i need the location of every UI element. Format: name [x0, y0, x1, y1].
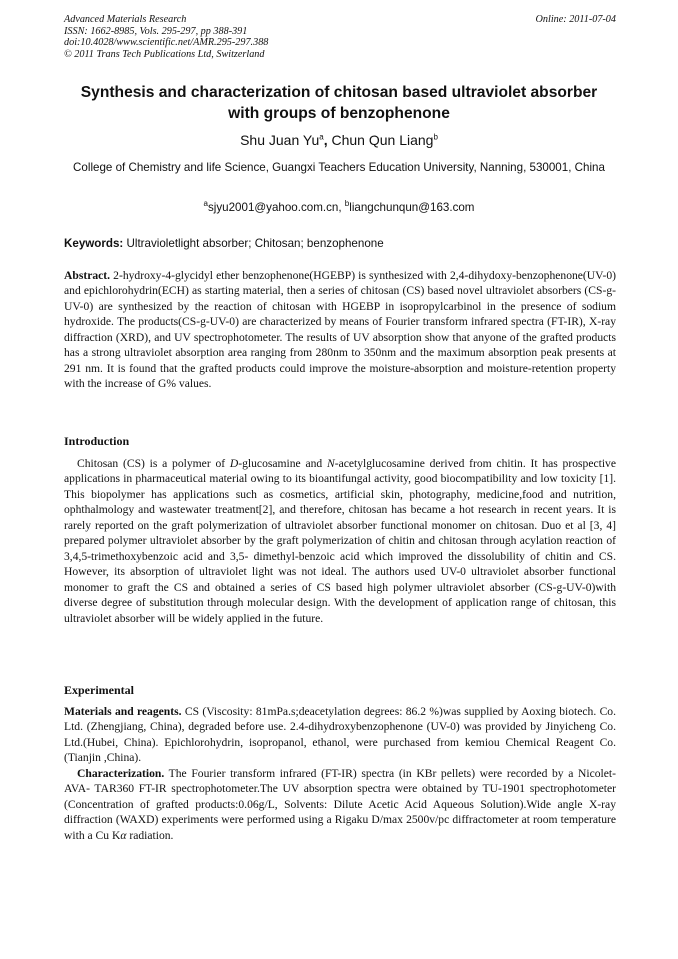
email-mark: a — [203, 199, 208, 209]
paper-title — [40, 82, 638, 124]
publication-header — [64, 14, 616, 60]
author-emails — [40, 200, 638, 216]
materials-paragraph — [64, 704, 616, 766]
italic-d: D — [229, 457, 239, 470]
introduction-paragraph — [64, 456, 616, 626]
materials-label: Materials and reagents. — [64, 705, 182, 718]
issn-line: ISSN: 1662-8985, Vols. 295-297, pp 388-391 — [64, 25, 248, 37]
online-date: Online: 2011-07-04 — [535, 14, 616, 25]
author-separator: , — [323, 132, 332, 148]
abstract-text: 2-hydroxy-4-glycidyl ether benzophenone(HGEBP) is synthesized with 2,4-dihydoxy-benzophenone(UV-0) and epichlorohydrin(ECH) as starting material, then a series of chitosan (CS) based novel ultraviolet absorbers (CS-g-UV-0) are synthesized by the reaction of chitosan with HGEBP in isopropylcarbinol in the presence of sodium hydroxide. The products(CS-g-UV-0) are characterized by means of Fourier transform infrared spectra (FT-IR), X-ray diffraction (XRD), and UV spectrophotometer. The results of UV absorption show that anyone of the grafted products has a strong ultraviolet absorption area ranging from 280nm to 350nm and the maximum absorption peak presents at 291 nm. It is found that the grafted products could improve the moisture-absorption and moisture-retention property with the increase of G% values. — [64, 269, 616, 391]
journal-name: Advanced Materials Research — [64, 14, 187, 25]
author-name: Chun Qun Liang — [331, 132, 434, 148]
affiliation: College of Chemistry and life Science, Guangxi Teachers Education University, Nanning, 530001, China — [73, 161, 605, 174]
abstract-label: Abstract. — [64, 269, 111, 282]
email-address: sjyu2001@yahoo.com.cn, — [207, 201, 345, 214]
author-mark: b — [433, 132, 438, 142]
title-line-2: with groups of benzophenone — [228, 105, 450, 122]
title-line-1: Synthesis and characterization of chitosan based ultraviolet absorber — [80, 84, 598, 101]
section-heading-introduction: Introduction — [64, 434, 130, 448]
author-name: Shu Juan Yu — [240, 132, 320, 148]
copyright-line: © 2011 Trans Tech Publications Ltd, Switzerland — [64, 48, 265, 60]
italic-n: N — [326, 457, 335, 470]
keywords — [64, 236, 616, 252]
characterization-end: radiation. — [126, 828, 174, 842]
keywords-text: Ultravioletlight absorber; Chitosan; benzophenone — [123, 237, 384, 250]
email-address: liangchunqun@163.com — [349, 201, 475, 214]
abstract — [64, 268, 616, 392]
materials-text: CS (Viscosity: 81mPa.s;deacetylation degrees: 86.2 %)was supplied by Aoxing biotech. Co. Ltd. (Zhengjiang, China), degraded before use. 2.4-dihydroxybenzophenone (UV-0) was provided by Jinyicheng Co. Ltd.(Hubei, China). Epichlorohydrin, isopropanol, ethanol, were purchased from kemiou Chemical Reagent Co. (Tianjin ,China). — [64, 705, 616, 765]
keywords-label: Keywords: — [64, 237, 124, 250]
alpha-symbol: α — [120, 828, 127, 842]
characterization-paragraph — [64, 766, 616, 843]
email-mark: b — [344, 199, 350, 209]
paragraph-text: -glucosamine and — [238, 457, 327, 470]
characterization-label: Characterization. — [77, 767, 165, 780]
author-mark: a — [319, 132, 324, 142]
doi-line: doi:10.4028/www.scientific.net/AMR.295-297.388 — [64, 37, 269, 49]
author-list — [40, 131, 638, 149]
paragraph-text: Chitosan (CS) is a polymer of — [77, 457, 230, 470]
characterization-text: The Fourier transform infrared (FT-IR) spectra (in KBr pellets) were recorded by a Nicolet-AVA- TAR360 FT-IR spectrophotometer.The UV absorption spectra were obtained by TU-1901 spectrophotometer (Concentration of grafted products:0.06g/L, Solvents: Dilute Acetic Acid Aqueous Solution).Wide angle X-ray diffraction (WAXD) experiments were performed using a Rigaku D/max 2500v/pc diffractometer at room temperature with a Cu K — [64, 767, 616, 842]
paragraph-text: -acetylglucosamine derived from chitin. It has prospective applications in pharmaceutical material owing to its bioantifungal activity, good biocompatibility and low toxicity [1]. This biopolymer has applications such as cosmetics, artificial skin, photography, medicine,food and nutrition, ophthalmology and wastewater treatment[2], and therefore, chitosan has became a hot research in recent years. It is rarely reported on the graft polymerization of ultraviolet absorber functional monomer on chitosan. Duo et al [3, 4] prepared polymer ultraviolet absorber by the graft polymerization of chitin and chitosan through acylation reaction of 3,4,5-trimethoxybenzoic acid and 3,5- dimethyl-benzoic acid which improved the dissolubility of chitin and CS. However, its absorption of ultraviolet light was not ideal. The authors used UV-0 ultraviolet absorber functional monomer to graft the CS and obtained a series of CS based high polymer ultraviolet absorber (CS-g-UV-0)with diverse degree of substitution through molecular design. With the development of application range of chitosan, this ultraviolet absorber will be widely applied in the future. — [64, 457, 616, 625]
section-heading-experimental: Experimental — [64, 683, 134, 697]
